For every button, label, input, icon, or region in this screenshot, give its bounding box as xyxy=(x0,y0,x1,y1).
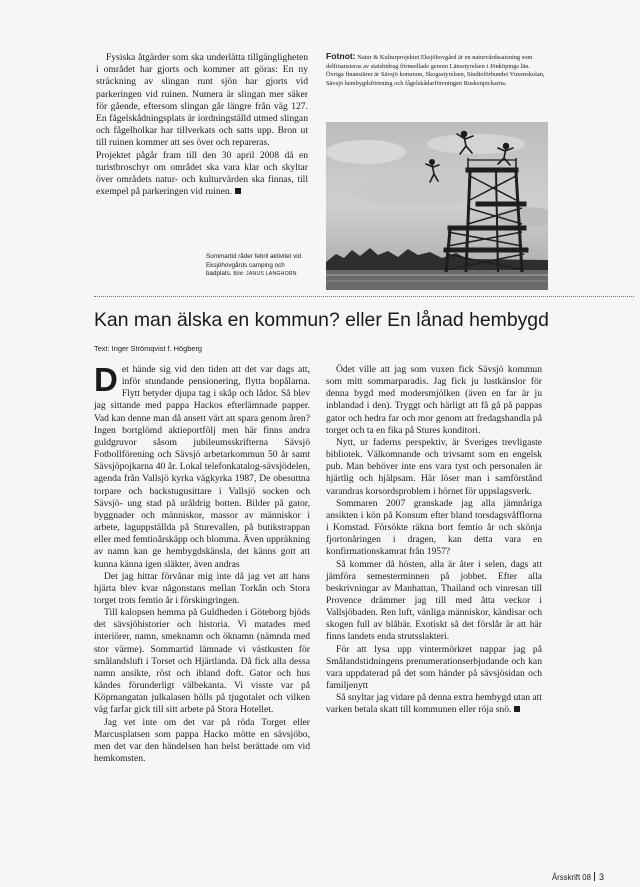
photo-credit: Bild: JANUS LANGHORN xyxy=(233,271,297,278)
article-paragraph: Sommaren 2007 granskade jag alla jämnåriga ansikten i kön på Konsum efter bland torsdagsvåfflorna i Komstad. Försökte räkna bort femtio år och skönja fjortonåringen i dragen, kan detta vara en konfirmationskamrat från 1957? xyxy=(326,497,542,558)
diving-tower-illustration xyxy=(326,122,548,290)
article-paragraph xyxy=(94,361,310,571)
page-footer xyxy=(488,872,604,882)
article-paragraph-text: et hände sig vid den tiden att det var dags att, inför stundande pensionering, flytta bopålarna. Flytt betyder djupa tag i skåp och lådor. Så blev jag sittande med pappa Hackos efterlämnade papper. Vad kan denne man då ansett värt att spara genom åren? Ingen bortglömd aktieportfölj men här finns andra guldgruvor såsom jubileumsskrifterna Sävsjö Fotbollförening och Sävsjö arbetarkommun 50 år samt Sävsjöpojkarna 40 år. Lokal telefonkatalog-sävsjödelen, agenda från Vallsjö kyrka vägkyrka 1987, De obesuttna torpare och backstugusittare i Vallsjö socken och Sävsjö- ung stad på uråldrig botten. Bilder på gator, byggnader och människor, massor av människor i arbete, laguppställda på Sturevallen, på butikstrappan eller med femtioårskäpp och blomma. Även uppräkning av namn kan ge hembygdskänsla, det känns gott att kunna känna igen släkter, även andras xyxy=(94,364,310,570)
article-paragraph: Det jag hittar förvånar mig inte då jag vet att hans hjärta blev kvar någonstans mellan Torkån och Stora torget trots femtio år i förskingringen. xyxy=(94,570,310,606)
drop-cap: D xyxy=(94,361,118,398)
article-paragraph: Ödet ville att jag som vuxen fick Sävsjö kommun som mitt sommarparadis. Jag fick ju lustkänslor för denna bygd med modersmjölken (även en far är ju inblandad i den). Tryggt och härligt att få gå på pappas gator och hedra far och mor genom att fredagshandla på torget och ta en fika på Stures konditori. xyxy=(326,364,542,436)
top-article-paragraph-2-text: Projektet pågår fram till den 30 april 2008 då en turistbroschyr om området ska vara klar och skyltar över områdets natur- och kulturvärden ska finnas, till exempel på parkeringen vid ruinen. xyxy=(96,149,308,198)
end-square-icon xyxy=(514,706,520,712)
footnote-text: Natur & Kulturprojektet Eksjöhovgård är en naturvårdssatsning som delfinansieras av statsbidrag förmedlade genom Länsstyrelsen i Jönköpings län. Övriga finansiärer är Sävsjö kommun, Skogsstyrelsen, Studieförbundet Vuxenskolan, Sävsjö hembygdsförening och fågelskådarföreningen Ruskenpickarna. xyxy=(326,54,545,87)
top-article-paragraph-2 xyxy=(96,150,308,199)
article-column-left xyxy=(94,361,310,765)
article-column-right xyxy=(326,364,542,717)
photo-caption-text: Sommartid råder febril aktivitet vid Eksjöhovgårds camping och badplats. xyxy=(206,253,302,278)
top-article-paragraph-1: Fysiska åtgärder som ska underlätta tillgängligheten i området har gjorts och kommer att göras: En ny sträckning av slingan runt sjön har gjorts vid parkeringen vid ruinen. Numera är slingan mer säker för gående, eftersom slingan går längre från väg 127. En fågelskådningsplats är iordningställd utmed slingan och fågelholkar har tillverkats och satts upp. Bron ut till ruinen kommer att ses över och repareras. xyxy=(96,52,308,149)
diving-tower-photo xyxy=(326,122,548,290)
article-paragraph: Så kommer då hösten, alla är åter i selen, dags att jämföra semesterminnen på jobbet. Efter alla beskrivningar av Manhattan, Thailand och vinresan till Provence drämmer jag till med åtta veckor i Vallsjöbaden. Ren luft, vänliga människor, kändisar och skogen full av blåbär. Exotiskt så det förslår är att här finns landets enda strutsslakteri. xyxy=(326,558,542,643)
article-paragraph: Jag vet inte om det var på röda Torget eller Marcusplatsen som pappa Hacko mötte en sävsjöbo, men det var den händelsen han helst berättade om vid hemkomsten. xyxy=(94,716,310,764)
top-article-text xyxy=(96,52,308,198)
article-paragraph: Nytt, ur faderns perspektiv, är Sveriges trevligaste bibliotek. Välkomnande och trivsamt som en engelsk pub. Man behöver inte ens vara tyst och personalen är hjärtlig och hjälpsam. Här löser man i samförstånd varandras korsordsproblem i hörnet för uppslagsverk. xyxy=(326,436,542,497)
end-square-icon xyxy=(235,188,241,194)
section-divider xyxy=(94,296,634,297)
article-byline: Text: Inger Strömqvist f. Högberg xyxy=(94,344,203,353)
article-paragraph xyxy=(326,692,542,716)
article-paragraph: För att lysa upp vintermörkret nappar jag på Smålandstidningens prenumerationserbjudande och kan vara uppdaterad på det som händer på sävsjösidan och familjenytt xyxy=(326,643,542,692)
article-paragraph: Till kalopsen hemma på Guldheden i Göteborg bjöds det sävsjöhistorier och historia. Vi matades med interiörer, namn, smeknamn och öknamn (nämnda med stor värme). Sommartid lämnade vi västkusten för smålandsluft i Torset och Hjärtlanda. Då fick alla dessa namn ansikte, röst och ibland doft. Gator och hus kändes förunderligt välbekanta. Vi visste var på Köpmangatan julkalasen hölls på tjugotalet och vilken väg farfar gick till sitt arbete på Stora Hotellet. xyxy=(94,607,310,716)
footnote-label: Fotnot: xyxy=(326,51,356,61)
article-paragraph-text: Så snyltar jag vidare på denna extra hembygd utan att varken betala skatt till kommunen eller röja snö. xyxy=(326,692,542,716)
footer-separator xyxy=(594,872,595,881)
photo-caption xyxy=(206,253,308,279)
article-title: Kan man älska en kommun? eller En lånad hembygd xyxy=(94,309,549,331)
footnote xyxy=(326,52,548,88)
page-number: 3 xyxy=(598,872,604,882)
publication-name: Årsskrift 08 xyxy=(551,873,591,882)
